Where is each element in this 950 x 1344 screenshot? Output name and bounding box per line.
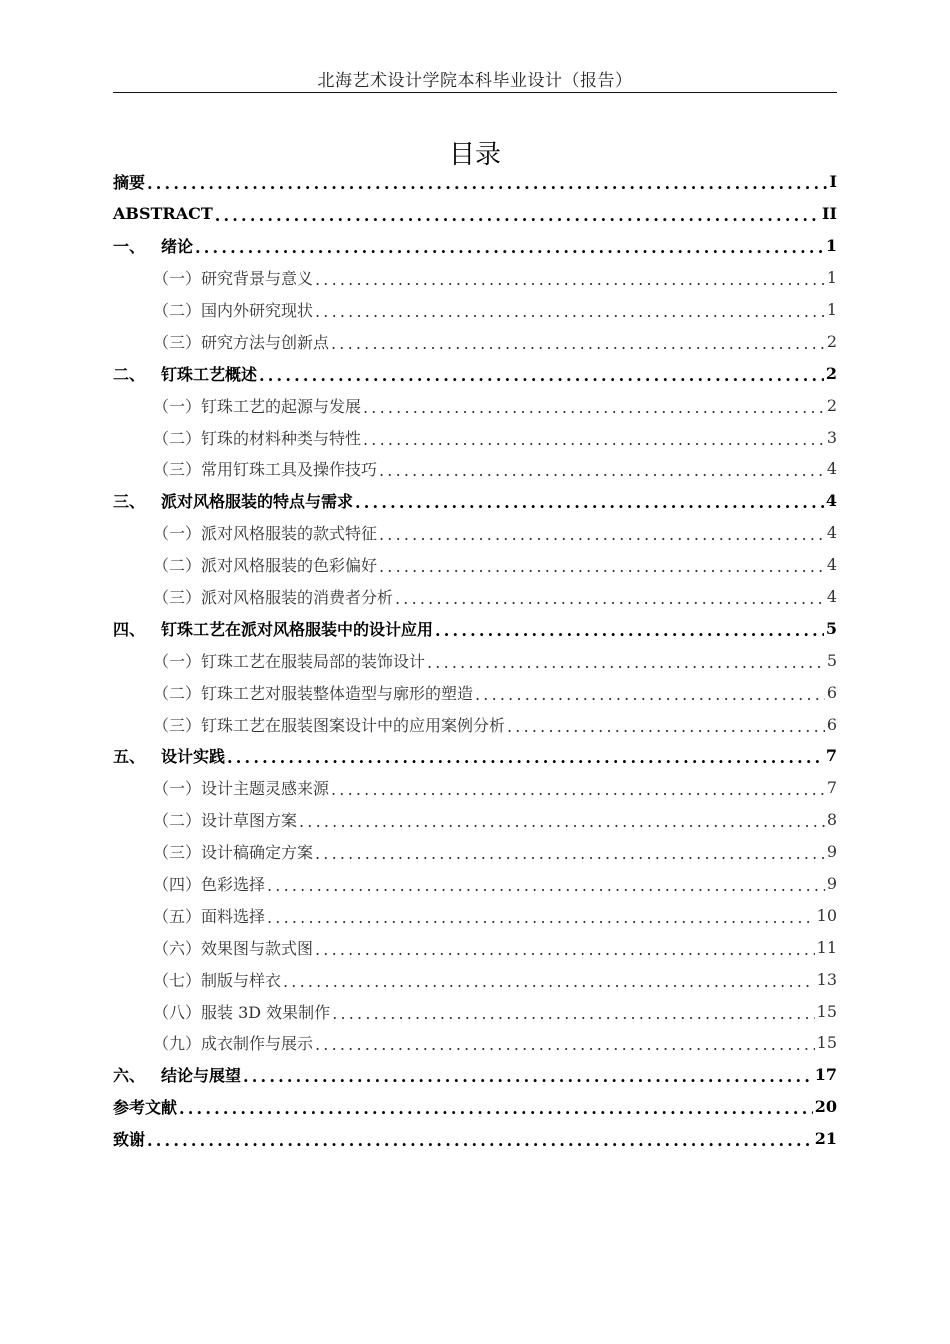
toc-entry[interactable] bbox=[113, 931, 837, 963]
toc-entry-page: 2 bbox=[826, 331, 837, 351]
toc-entry-page: II bbox=[822, 204, 837, 224]
toc-entry[interactable] bbox=[113, 485, 837, 517]
toc-entry-page: 10 bbox=[816, 905, 837, 925]
toc-entry-label: 绪论 bbox=[161, 237, 194, 257]
toc-entry[interactable] bbox=[113, 836, 837, 868]
toc-entry-label: （二）钉珠的材料种类与特性 bbox=[153, 428, 362, 448]
toc-entry-page: I bbox=[829, 172, 837, 192]
toc-entry-page: 15 bbox=[816, 1033, 837, 1053]
toc-dot-leader bbox=[259, 366, 824, 385]
toc-entry-page: 2 bbox=[825, 363, 837, 383]
toc-entry-page: 11 bbox=[816, 937, 837, 957]
toc-entry-page: 1 bbox=[825, 236, 837, 256]
toc-dot-leader bbox=[315, 844, 825, 863]
toc-entry-page: 9 bbox=[826, 874, 837, 894]
toc-entry[interactable] bbox=[113, 357, 837, 389]
toc-entry-label: ABSTRACT bbox=[113, 204, 213, 224]
toc-entry-page: 13 bbox=[816, 969, 837, 989]
toc-entry-label: 结论与展望 bbox=[161, 1066, 242, 1086]
toc-entry-label: （一）钉珠工艺在服装局部的装饰设计 bbox=[153, 651, 426, 671]
toc-dot-leader bbox=[435, 621, 824, 640]
toc-dot-leader bbox=[195, 238, 824, 257]
toc-entry-label: （五）面料选择 bbox=[153, 906, 266, 926]
toc-entry-label: （二）派对风格服装的色彩偏好 bbox=[153, 556, 378, 576]
toc-dot-leader bbox=[363, 398, 825, 417]
toc-dot-leader bbox=[331, 780, 825, 799]
toc-entry-number: 一、 bbox=[113, 237, 146, 257]
toc-entry-number: 五、 bbox=[113, 747, 146, 767]
toc-entry-page: 7 bbox=[826, 778, 837, 798]
toc-dot-leader bbox=[507, 717, 825, 736]
toc-dot-leader bbox=[379, 461, 825, 480]
toc-entry-page: 21 bbox=[814, 1129, 837, 1149]
toc-entry[interactable] bbox=[113, 517, 837, 549]
toc-entry[interactable] bbox=[113, 581, 837, 613]
toc-entry-page: 20 bbox=[814, 1097, 837, 1117]
toc-entry[interactable] bbox=[113, 389, 837, 421]
toc-entry[interactable] bbox=[113, 166, 837, 198]
toc-entry[interactable] bbox=[113, 453, 837, 485]
toc-dot-leader bbox=[379, 525, 825, 544]
toc-entry-label: （九）成衣制作与展示 bbox=[153, 1034, 314, 1054]
toc-entry-label: （一）设计主题灵感来源 bbox=[153, 779, 330, 799]
toc-entry-label: （二）设计草图方案 bbox=[153, 811, 298, 831]
toc-entry[interactable] bbox=[113, 262, 837, 294]
header-rule bbox=[113, 92, 837, 93]
toc-dot-leader bbox=[475, 685, 825, 704]
toc-dot-leader bbox=[355, 493, 824, 512]
toc-dot-leader bbox=[395, 589, 825, 608]
toc-entry-page: 17 bbox=[814, 1065, 837, 1085]
toc-entry-label: （三）派对风格服装的消费者分析 bbox=[153, 588, 394, 608]
toc-entry-page: 5 bbox=[826, 650, 837, 670]
toc-entry-page: 4 bbox=[826, 555, 837, 575]
toc-dot-leader bbox=[315, 940, 815, 959]
toc-entry[interactable] bbox=[113, 1123, 837, 1155]
toc-entry[interactable] bbox=[113, 1059, 837, 1091]
toc-dot-leader bbox=[315, 1035, 815, 1054]
toc-dot-leader bbox=[179, 1099, 813, 1118]
toc-entry-number: 四、 bbox=[113, 619, 146, 639]
toc-entry-label: （一）钉珠工艺的起源与发展 bbox=[153, 396, 362, 416]
toc-entry-page: 7 bbox=[825, 746, 837, 766]
toc-entry-label: （四）色彩选择 bbox=[153, 875, 266, 895]
toc-entry-page: 4 bbox=[826, 587, 837, 607]
toc-entry-page: 1 bbox=[826, 300, 837, 319]
toc-entry[interactable] bbox=[113, 708, 837, 740]
toc-entry[interactable] bbox=[113, 644, 837, 676]
toc-entry[interactable] bbox=[113, 772, 837, 804]
toc-dot-leader bbox=[331, 334, 825, 353]
toc-list bbox=[113, 166, 837, 1155]
toc-dot-leader bbox=[379, 557, 825, 576]
toc-dot-leader bbox=[147, 174, 828, 193]
toc-entry-label: （一）派对风格服装的款式特征 bbox=[153, 524, 378, 544]
toc-entry[interactable] bbox=[113, 230, 837, 262]
toc-dot-leader bbox=[243, 1067, 813, 1086]
toc-dot-leader bbox=[283, 972, 815, 991]
toc-entry-page: 6 bbox=[826, 714, 837, 734]
toc-entry[interactable] bbox=[113, 899, 837, 931]
toc-entry-label: （一）研究背景与意义 bbox=[153, 269, 314, 289]
toc-dot-leader bbox=[267, 908, 815, 927]
toc-title: 目录 bbox=[448, 140, 501, 170]
toc-entry[interactable] bbox=[113, 198, 837, 230]
toc-entry-label: （二）国内外研究现状 bbox=[153, 301, 314, 320]
toc-entry[interactable] bbox=[113, 1027, 837, 1059]
toc-entry-label: 参考文献 bbox=[113, 1098, 178, 1118]
toc-dot-leader bbox=[227, 748, 824, 767]
toc-entry-label: 摘要 bbox=[113, 173, 146, 193]
toc-entry[interactable] bbox=[113, 676, 837, 708]
toc-entry-label: （二）钉珠工艺对服装整体造型与廓形的塑造 bbox=[153, 683, 474, 703]
toc-entry-page: 4 bbox=[826, 523, 837, 543]
toc-entry-page: 5 bbox=[825, 618, 837, 638]
toc-entry-label: 钉珠工艺概述 bbox=[161, 364, 258, 384]
toc-dot-leader bbox=[215, 206, 820, 225]
toc-entry-page: 4 bbox=[826, 459, 837, 479]
toc-entry-page: 6 bbox=[826, 682, 837, 702]
toc-entry-label: （三）设计稿确定方案 bbox=[153, 843, 314, 863]
toc-entry-page: 9 bbox=[826, 842, 837, 862]
toc-entry[interactable] bbox=[113, 325, 837, 357]
toc-dot-leader bbox=[332, 1004, 814, 1023]
toc-dot-leader bbox=[267, 876, 825, 895]
toc-entry[interactable] bbox=[113, 612, 837, 644]
toc-entry-number: 六、 bbox=[113, 1066, 146, 1086]
toc-entry-page: 8 bbox=[826, 810, 837, 830]
toc-entry-label: 设计实践 bbox=[161, 747, 226, 767]
toc-entry-page: 4 bbox=[825, 491, 837, 511]
toc-entry-page: 2 bbox=[826, 395, 837, 415]
toc-entry[interactable] bbox=[113, 804, 837, 836]
toc-entry[interactable] bbox=[113, 995, 837, 1027]
toc-dot-leader bbox=[147, 1131, 813, 1150]
toc-entry-label: （三）研究方法与创新点 bbox=[153, 332, 330, 352]
toc-dot-leader bbox=[363, 430, 825, 449]
toc-entry[interactable] bbox=[113, 549, 837, 581]
toc-entry[interactable] bbox=[113, 1091, 837, 1123]
toc-entry-label: （六）效果图与款式图 bbox=[153, 938, 314, 958]
toc-entry-page: 1 bbox=[826, 268, 837, 288]
toc-entry-number: 三、 bbox=[113, 492, 146, 512]
toc-entry-label: （三）常用钉珠工具及操作技巧 bbox=[153, 460, 378, 480]
toc-dot-leader bbox=[427, 653, 825, 672]
toc-entry[interactable] bbox=[113, 963, 837, 995]
toc-entry-page: 15 bbox=[816, 1001, 837, 1021]
toc-entry[interactable] bbox=[113, 294, 837, 326]
toc-dot-leader bbox=[315, 302, 825, 321]
toc-entry-label: （八）服装 3D 效果制作 bbox=[153, 1002, 331, 1022]
toc-entry[interactable] bbox=[113, 868, 837, 900]
toc-entry[interactable] bbox=[113, 740, 837, 772]
toc-entry-label: 钉珠工艺在派对风格服装中的设计应用 bbox=[161, 619, 434, 639]
toc-dot-leader bbox=[315, 270, 825, 289]
toc-entry-label: （七）制版与样衣 bbox=[153, 970, 282, 990]
toc-entry-label: 派对风格服装的特点与需求 bbox=[161, 492, 354, 512]
toc-entry-label: 致谢 bbox=[113, 1130, 146, 1150]
toc-dot-leader bbox=[299, 812, 825, 831]
toc-entry-number: 二、 bbox=[113, 364, 146, 384]
running-header: 北海艺术设计学院本科毕业设计（报告） bbox=[317, 71, 633, 91]
toc-entry[interactable] bbox=[113, 421, 837, 453]
toc-entry-label: （三）钉珠工艺在服装图案设计中的应用案例分析 bbox=[153, 715, 506, 735]
toc-entry-page: 3 bbox=[826, 427, 837, 447]
